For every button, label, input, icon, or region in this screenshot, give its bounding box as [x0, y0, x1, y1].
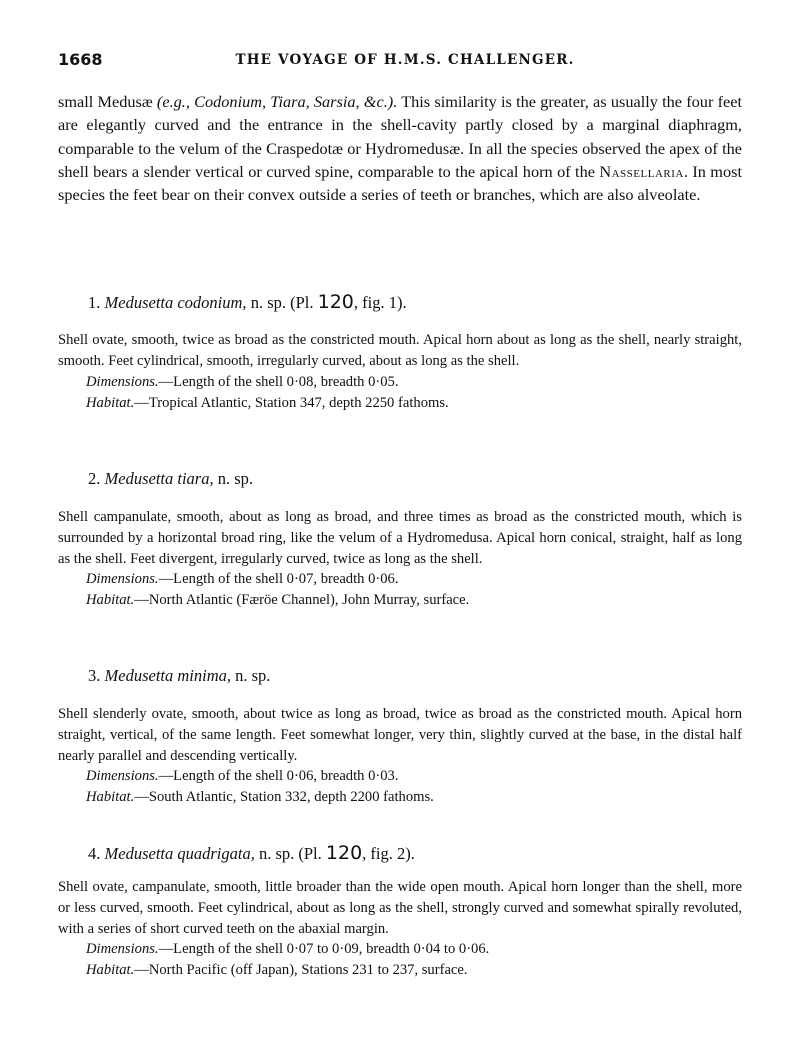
habitat-value: —South Atlantic, Station 332, depth 2200 fathoms.: [134, 789, 434, 806]
species-habitat: [86, 590, 742, 611]
species-heading: [88, 841, 742, 865]
plate-ref-close: , fig. 2).: [362, 844, 415, 863]
species-number: 4.: [88, 844, 101, 863]
dimensions-label: Dimensions.: [86, 768, 159, 785]
species-number: 2.: [88, 469, 101, 488]
habitat-value: —Tropical Atlantic, Station 347, depth 2250 fathoms.: [134, 394, 449, 411]
dimensions-value: —Length of the shell 0·07, breadth 0·06.: [158, 571, 399, 588]
species-entry-1: [58, 290, 742, 414]
species-description: Shell campanulate, smooth, about as long as broad, and three times as broad as the constricted mouth, which is surrounded by a horizontal broad ring, like the velum of a Hydromedusa. Apical horn conical, straight, half as long as the shell. Feet divergent, irregularly curved, twice as long as the shell.: [58, 509, 742, 567]
plate-ref-close: , fig. 1).: [353, 293, 407, 312]
species-entry-4: [58, 841, 742, 981]
habitat-value: —North Atlantic (Færöe Channel), John Murray, surface.: [134, 592, 470, 609]
running-title: THE VOYAGE OF H.M.S. CHALLENGER.: [235, 52, 575, 68]
species-habitat: [86, 787, 742, 808]
species-dimensions: [86, 766, 742, 787]
species-name: Medusetta quadrigata,: [104, 844, 255, 863]
plate-ref-open: (Pl.: [285, 293, 318, 312]
species-name: Medusetta minima,: [104, 666, 231, 685]
dimensions-value: —Length of the shell 0·08, breadth 0·05.: [158, 373, 399, 390]
species-habitat: [86, 393, 742, 414]
species-description: Shell ovate, campanulate, smooth, little broader than the wide open mouth. Apical horn longer than the shell, more or less curved, smooth. Feet cylindrical, about as long as the shell, strongly curved and somewhat spirally revoluted, with a series of short curved teeth on the abaxial margin.: [58, 879, 742, 937]
intro-text-3: . In most species the feet bear on their convex outside a series of teeth or branches, which are also alveolate.: [58, 161, 742, 205]
species-dimensions: [86, 939, 742, 960]
species-heading: [88, 467, 742, 491]
species-number: 1.: [88, 293, 101, 312]
intro-group-name: Nassellaria: [599, 161, 684, 181]
dimensions-label: Dimensions.: [86, 571, 159, 588]
species-status: n. sp.: [213, 469, 253, 488]
intro-text-1: small Medusæ: [58, 92, 157, 111]
dimensions-label: Dimensions.: [86, 941, 159, 958]
page-header: [58, 50, 742, 72]
intro-text-2: This similarity is the greater, as usually the four feet are elegantly curved and the entrance in the shell-cavity partly closed by a marginal diaphragm, comparable to the velum of the Craspedotæ or Hydromedusæ. In all the species observed the apex of the shell bears a slender vertical or curved spine, comparable to the apical horn of the: [58, 92, 742, 181]
plate-number: 120: [317, 291, 354, 313]
species-number: 3.: [88, 666, 101, 685]
species-description: Shell slenderly ovate, smooth, about twice as long as broad, twice as broad as the constricted mouth. Apical horn straight, vertical, of the same length. Feet somewhat longer, very thin, slightly curved at the base, in the distal half nearly parallel and descending vertically.: [58, 706, 742, 764]
habitat-label: Habitat.: [86, 394, 135, 411]
intro-examples: (e.g., Codonium, Tiara, Sarsia, &c.).: [156, 92, 398, 111]
species-habitat: [86, 960, 742, 981]
dimensions-value: —Length of the shell 0·06, breadth 0·03.: [158, 768, 399, 785]
habitat-label: Habitat.: [86, 962, 135, 979]
dimensions-value: —Length of the shell 0·07 to 0·09, breadth 0·04 to 0·06.: [158, 941, 490, 958]
habitat-label: Habitat.: [86, 592, 135, 609]
habitat-value: —North Pacific (off Japan), Stations 231 to 237, surface.: [134, 962, 468, 979]
species-entry-2: [58, 467, 742, 611]
species-dimensions: [86, 372, 742, 393]
species-name: Medusetta codonium,: [104, 293, 247, 312]
species-entry-3: [58, 664, 742, 808]
species-dimensions: [86, 569, 742, 590]
species-status: n. sp.: [254, 844, 295, 863]
species-heading: [88, 290, 742, 314]
species-heading: [88, 664, 742, 688]
dimensions-label: Dimensions.: [86, 373, 159, 390]
species-status: n. sp.: [230, 666, 271, 685]
habitat-label: Habitat.: [86, 789, 135, 806]
plate-ref-open: (Pl.: [294, 844, 326, 863]
species-description: Shell ovate, smooth, twice as broad as the constricted mouth. Apical horn about as long as the shell, nearly straight, smooth. Feet cylindrical, smooth, irregularly curved, about as long as the shell.: [58, 332, 742, 369]
species-status: n. sp.: [246, 293, 286, 312]
intro-paragraph: [58, 90, 742, 206]
page-number: 1668: [58, 50, 103, 69]
species-name: Medusetta tiara,: [104, 469, 214, 488]
plate-number: 120: [325, 842, 363, 864]
